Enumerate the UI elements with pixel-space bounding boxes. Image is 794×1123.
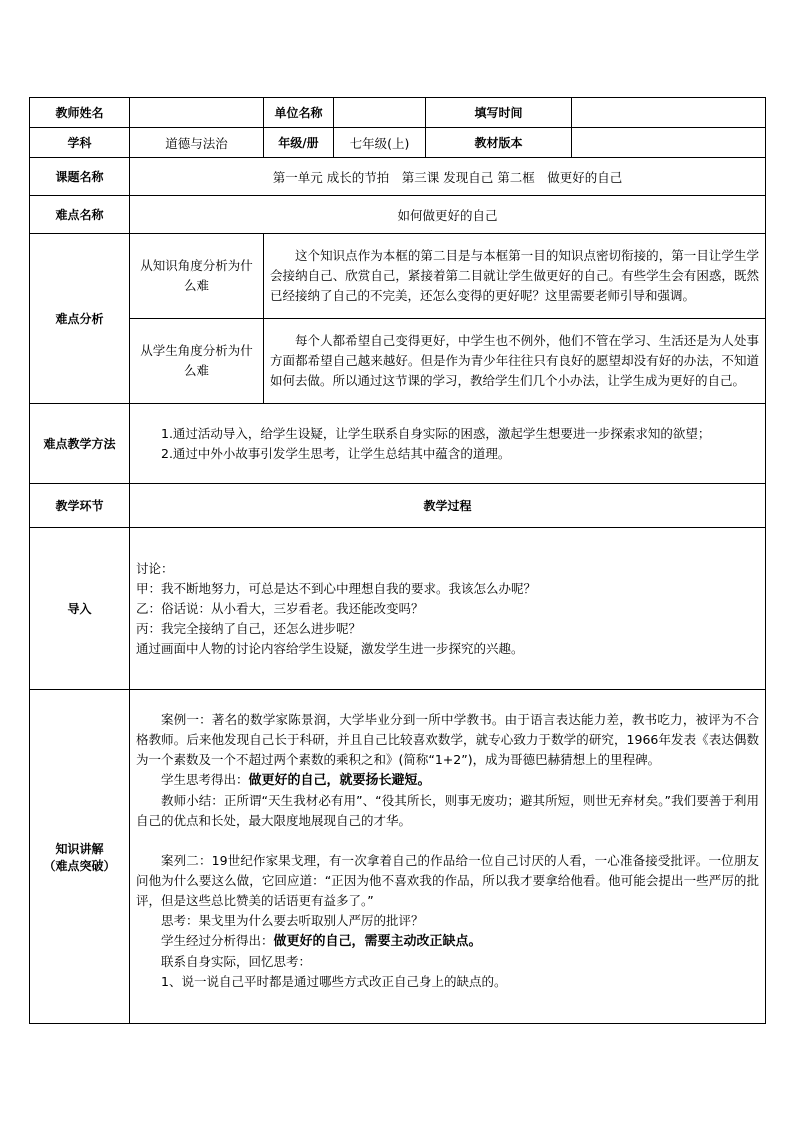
analysis-label: 难点分析: [30, 234, 130, 404]
question-2: 思考：果戈里为什么要去听取别人严厉的批评？: [161, 913, 424, 928]
teacher-name-value: [130, 98, 264, 128]
fill-date-label: 填写时间: [426, 98, 572, 128]
analysis-student-row: [30, 319, 766, 404]
intro-row: [30, 528, 766, 690]
unit-name-label: 单位名称: [264, 98, 334, 128]
intro-line-2: 甲：我不断地努力，可总是达不到心中理想自我的要求。我该怎么办呢？: [136, 580, 537, 596]
grade-label: 年级/册: [264, 128, 334, 158]
header-row-1: [30, 98, 766, 128]
method-item-2: 2.通过中外小故事引发学生思考，让学生总结其中蕴含的道理。: [161, 445, 511, 461]
think-2-conclusion: 做更好的自己，需要主动改正缺点。: [273, 934, 482, 949]
lesson-title-value: 第一单元 成长的节拍 第三课 发现自己 第二框 做更好的自己: [130, 158, 766, 196]
knowledge-angle-text: 这个知识点作为本框的第二目是与本框第一目的知识点密切衔接的，第一目让学生学会接纳自己、欣赏自己，紧接着第二目就让学生做更好的自己。有些学生会有困惑，既然已经接纳了自己的不完美，还怎么变得的更好呢？这里需要老师引导和强调。: [264, 234, 766, 319]
spacer: [136, 831, 759, 851]
think-2: [136, 931, 759, 952]
stage-label: 教学环节: [30, 484, 130, 528]
method-content: [130, 404, 766, 484]
knowledge-label-line-1: 知识讲解: [55, 841, 104, 856]
difficulty-label: 难点名称: [30, 196, 130, 234]
knowledge-row: [30, 690, 766, 1024]
method-label: 难点教学方法: [30, 404, 130, 484]
think-1: [136, 770, 759, 791]
subject-label: 学科: [30, 128, 130, 158]
knowledge-content: [130, 690, 766, 1024]
knowledge-label-line-2: （难点突破）: [43, 858, 116, 873]
unit-name-value: [334, 98, 426, 128]
method-row: [30, 404, 766, 484]
difficulty-value: 如何做更好的自己: [130, 196, 766, 234]
student-angle-text: 每个人都希望自己变得更好，中学生也不例外，他们不管在学习、生活还是为人处事方面都希望自己越来越好。但是作为青少年往往只有良好的愿望却没有好的办法，不知道如何去做。所以通过这节课的学习，教给学生们几个小办法，让学生成为更好的自己。: [264, 319, 766, 404]
difficulty-row: [30, 196, 766, 234]
student-angle-label: 从学生角度分析为什么难: [130, 319, 264, 404]
edition-value: [572, 128, 766, 158]
intro-line-3: 乙：俗话说：从小看大，三岁看老。我还能改变吗？: [136, 600, 424, 616]
method-item-1: 1.通过活动导入，给学生设疑，让学生联系自身实际的困惑，激起学生想要进一步探索求知的欲望；: [161, 425, 711, 441]
process-header-row: [30, 484, 766, 528]
think-2-prefix: 学生经过分析得出：: [161, 933, 274, 948]
intro-line-4: 丙：我完全接纳了自己，还怎么进步呢？: [136, 620, 362, 636]
fill-date-value: [572, 98, 766, 128]
knowledge-label: [30, 690, 130, 1024]
intro-line-1: 讨论：: [136, 560, 174, 576]
grade-value: 七年级(上): [334, 128, 426, 158]
think-1-prefix: 学生思考得出：: [161, 772, 249, 787]
teacher-summary: 教师小结：正所谓“天生我材必有用”、“役其所长，则事无废功；避其所短，则世无弃材矣。”我们要善于利用自己的优点和长处，最大限度地展现自己的才华。: [136, 793, 759, 828]
intro-label: 导入: [30, 528, 130, 690]
edition-label: 教材版本: [426, 128, 572, 158]
subject-value: 道德与法治: [130, 128, 264, 158]
think-1-conclusion: 做更好的自己，就要扬长避短。: [248, 773, 431, 788]
case-1-text: 案例一：著名的数学家陈景润，大学毕业分到一所中学教书。由于语言表达能力差，教书吃力，被评为不合格教师。后来他发现自己长于科研，并且自己比较喜欢数学，就专心致力于数学的研究，1966年发表《表达偶数为一个素数及一个不超过两个素数的乘积之和》(简称“1+2”)，成为哥德巴赫猜想上的里程碑。: [136, 712, 759, 767]
title-row: [30, 158, 766, 196]
lesson-title-label: 课题名称: [30, 158, 130, 196]
intro-content: [130, 528, 766, 690]
process-label: 教学过程: [130, 484, 766, 528]
analysis-knowledge-row: [30, 234, 766, 319]
teacher-name-label: 教师姓名: [30, 98, 130, 128]
reflect-item-1: 1、说一说自己平时都是通过哪些方式改正自己身上的缺点的。: [161, 974, 507, 989]
reflect-prompt: 联系自身实际，回忆思考：: [161, 954, 312, 969]
lesson-plan-table: [29, 97, 766, 1024]
case-2-text: 案列二：19世纪作家果戈理，有一次拿着自己的作品给一位自己讨厌的人看，一心准备接受批评。一位朋友问他为什么要这么做，它回应道：“正因为他不喜欢我的作品，所以我才要拿给他看。他可能会提出一些严厉的批评，但是这些总比赞美的话语更有益多了。”: [136, 853, 759, 908]
intro-line-5: 通过画面中人物的讨论内容给学生设疑，激发学生进一步探究的兴趣。: [136, 640, 524, 656]
header-row-2: [30, 128, 766, 158]
knowledge-angle-label: 从知识角度分析为什么难: [130, 234, 264, 319]
